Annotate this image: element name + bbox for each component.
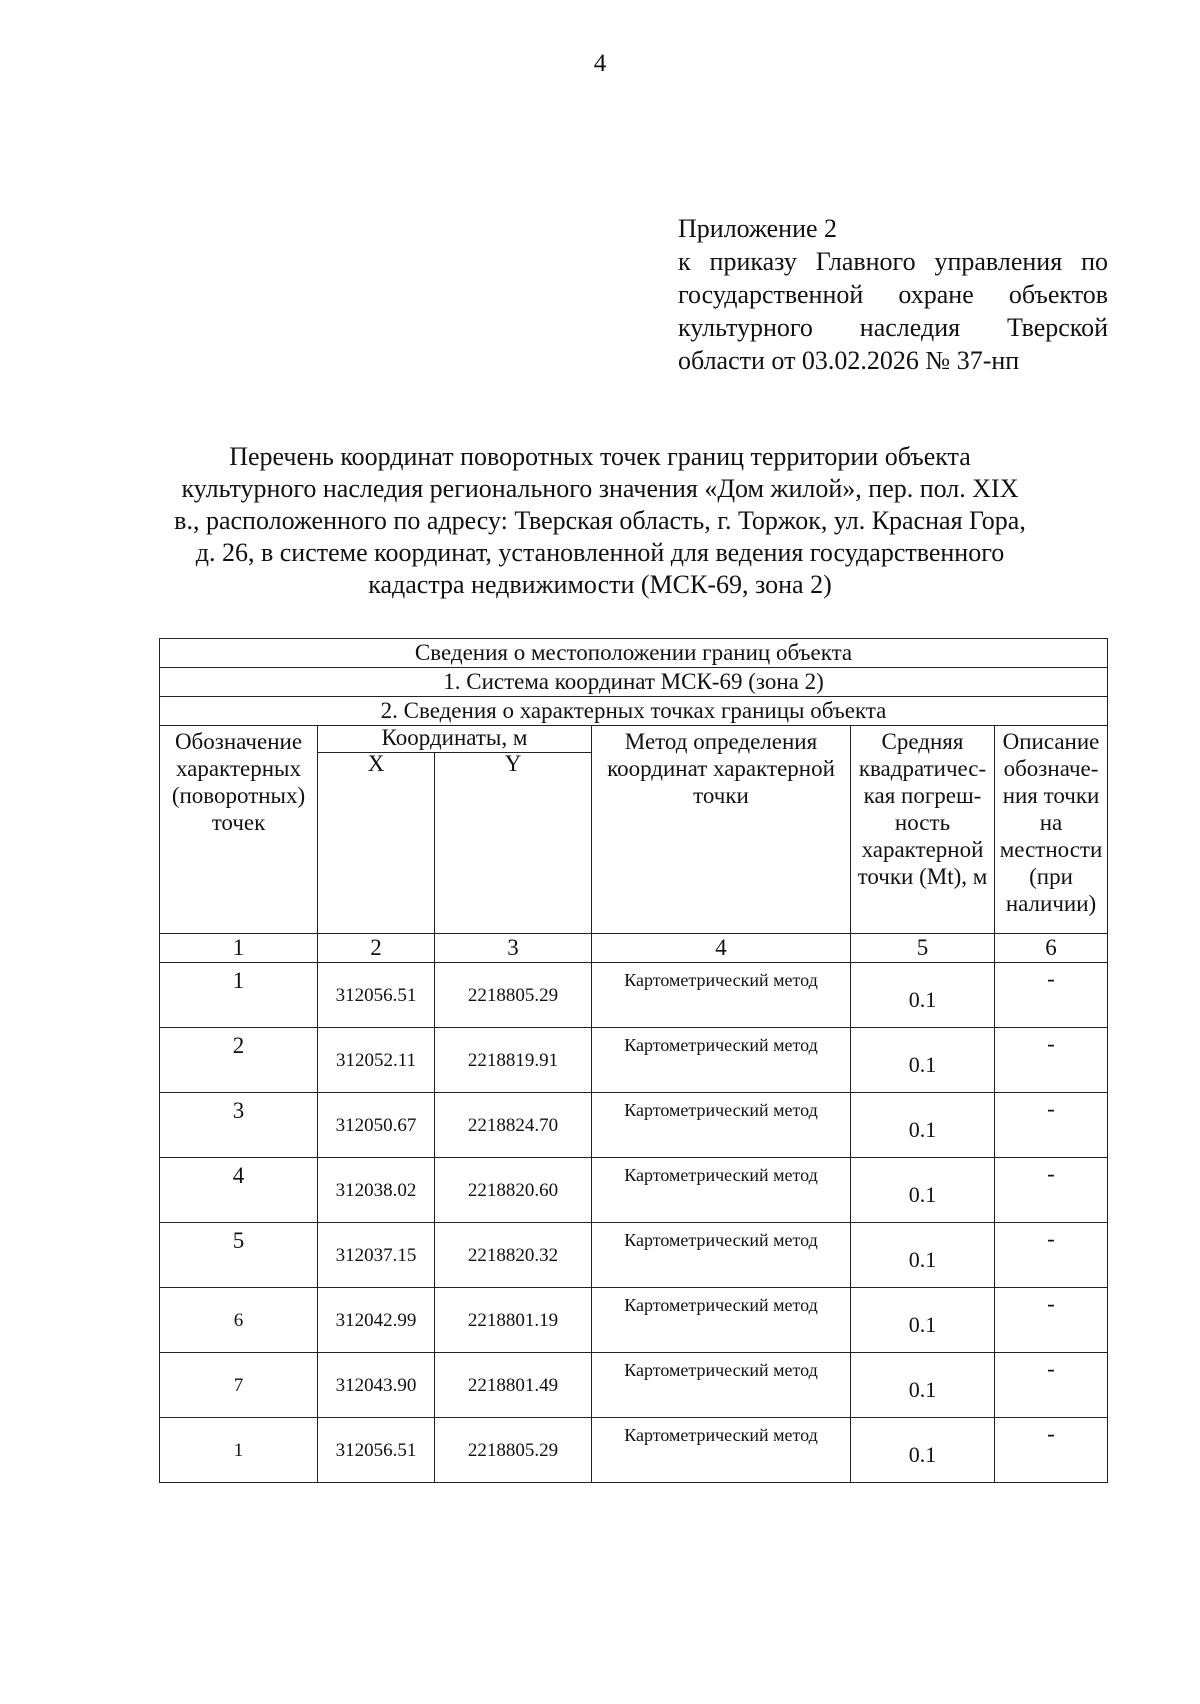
error-cell: 0.1 — [851, 1223, 995, 1288]
description-cell: - — [995, 1158, 1108, 1223]
table-row — [160, 1418, 1108, 1483]
description-cell: - — [995, 1223, 1108, 1288]
x-cell: 312056.51 — [318, 1418, 435, 1483]
y-cell: 2218820.60 — [435, 1158, 592, 1223]
table-row — [160, 1158, 1108, 1223]
column-header-coordinates: Координаты, м — [318, 726, 592, 753]
x-cell: 312037.15 — [318, 1223, 435, 1288]
x-cell: 312050.67 — [318, 1093, 435, 1158]
method-cell: Картометрический метод — [592, 1028, 851, 1093]
column-header-method: Метод определения координат характерной точки — [592, 726, 851, 934]
y-cell: 2218805.29 — [435, 1418, 592, 1483]
page-number: 4 — [593, 50, 607, 77]
column-header-error: Средняя квадратичес-кая погреш-ность характерной точки (Mt), м — [851, 726, 995, 934]
x-cell: 312038.02 — [318, 1158, 435, 1223]
description-cell: - — [995, 1288, 1108, 1353]
point-cell: 1 — [160, 1418, 318, 1483]
title-line: д. 26, в системе координат, установленной для ведения государственного — [195, 538, 1005, 567]
method-cell: Картометрический метод — [592, 1093, 851, 1158]
column-number: 6 — [995, 934, 1108, 963]
table-row — [160, 963, 1108, 1028]
column-header-x: X — [318, 753, 435, 934]
method-cell: Картометрический метод — [592, 1353, 851, 1418]
error-cell: 0.1 — [851, 1353, 995, 1418]
point-cell: 4 — [160, 1158, 318, 1223]
table-header-location: Сведения о местоположении границ объекта — [160, 639, 1108, 668]
error-cell: 0.1 — [851, 1288, 995, 1353]
table-row — [160, 1223, 1108, 1288]
method-cell: Картометрический метод — [592, 1223, 851, 1288]
description-cell: - — [995, 1418, 1108, 1483]
table-row — [160, 1093, 1108, 1158]
appendix-block — [678, 212, 1108, 377]
title-line: Перечень координат поворотных точек границ территории объекта — [229, 442, 971, 471]
point-cell: 7 — [160, 1353, 318, 1418]
error-cell: 0.1 — [851, 1028, 995, 1093]
title-line: в., расположенного по адресу: Тверская область, г. Торжок, ул. Красная Гора, — [174, 506, 1026, 535]
column-header-description: Описание обозначе-ния точки на местности (при наличии) — [995, 726, 1108, 934]
y-cell: 2218824.70 — [435, 1093, 592, 1158]
description-cell: - — [995, 1093, 1108, 1158]
column-number: 2 — [318, 934, 435, 963]
column-number: 3 — [435, 934, 592, 963]
table-row — [160, 1028, 1108, 1093]
coordinates-table — [159, 638, 1108, 1483]
y-cell: 2218820.32 — [435, 1223, 592, 1288]
point-cell: 6 — [160, 1288, 318, 1353]
point-cell: 5 — [160, 1223, 318, 1288]
column-number: 5 — [851, 934, 995, 963]
point-cell: 2 — [160, 1028, 318, 1093]
title-line: культурного наследия регионального значения «Дом жилой», пер. пол. XIX — [181, 474, 1019, 503]
description-cell: - — [995, 1028, 1108, 1093]
title-line: кадастра недвижимости (МСК-69, зона 2) — [368, 570, 832, 599]
method-cell: Картометрический метод — [592, 1158, 851, 1223]
x-cell: 312043.90 — [318, 1353, 435, 1418]
document-title — [150, 441, 1050, 601]
y-cell: 2218801.19 — [435, 1288, 592, 1353]
method-cell: Картометрический метод — [592, 1418, 851, 1483]
x-cell: 312052.11 — [318, 1028, 435, 1093]
error-cell: 0.1 — [851, 963, 995, 1028]
appendix-line: Приложение 2 — [678, 214, 838, 243]
column-header-point: Обозначение характерных (поворотных) точек — [160, 726, 318, 934]
x-cell: 312056.51 — [318, 963, 435, 1028]
y-cell: 2218805.29 — [435, 963, 592, 1028]
appendix-line: к приказу Главного управления по — [678, 247, 1108, 276]
appendix-line: культурного наследия Тверской — [678, 313, 1108, 342]
appendix-line: государственной охране объектов — [678, 280, 1108, 309]
y-cell: 2218819.91 — [435, 1028, 592, 1093]
column-header-y: Y — [435, 753, 592, 934]
error-cell: 0.1 — [851, 1418, 995, 1483]
table-header-coordinate-system: 1. Система координат МСК-69 (зона 2) — [160, 668, 1108, 697]
description-cell: - — [995, 1353, 1108, 1418]
point-cell: 3 — [160, 1093, 318, 1158]
description-cell: - — [995, 963, 1108, 1028]
column-number: 1 — [160, 934, 318, 963]
column-number: 4 — [592, 934, 851, 963]
method-cell: Картометрический метод — [592, 1288, 851, 1353]
error-cell: 0.1 — [851, 1158, 995, 1223]
table-row — [160, 1288, 1108, 1353]
table-header-points-info: 2. Сведения о характерных точках границы объекта — [160, 697, 1108, 726]
method-cell: Картометрический метод — [592, 963, 851, 1028]
x-cell: 312042.99 — [318, 1288, 435, 1353]
appendix-line: области от 03.02.2026 № 37-нп — [678, 346, 1020, 375]
table-row — [160, 1353, 1108, 1418]
point-cell: 1 — [160, 963, 318, 1028]
error-cell: 0.1 — [851, 1093, 995, 1158]
y-cell: 2218801.49 — [435, 1353, 592, 1418]
